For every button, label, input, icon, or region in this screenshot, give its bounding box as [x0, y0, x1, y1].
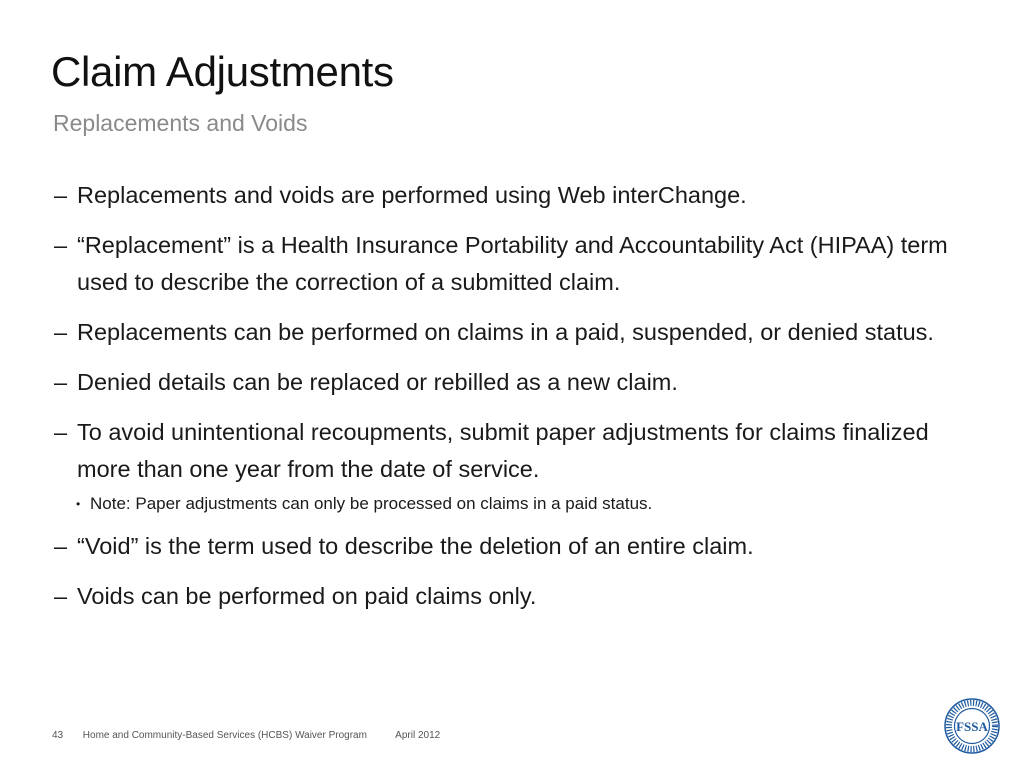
sub-bullet-text: Note: Paper adjustments can only be processed on claims in a paid status.	[90, 494, 653, 513]
dash-marker: –	[54, 419, 68, 445]
page-number: 43	[52, 730, 64, 741]
seal-initials: FSSA	[956, 719, 988, 734]
slide-body	[54, 177, 974, 628]
dash-marker: –	[54, 319, 68, 345]
footer-program: Home and Community-Based Services (HCBS) Waiver Program	[82, 730, 367, 741]
bullet-item	[54, 528, 974, 565]
fssa-seal-icon	[944, 698, 1000, 754]
bullet-text: “Void” is the term used to describe the deletion of an entire claim.	[77, 533, 754, 559]
footer-date: April 2012	[395, 730, 441, 741]
bullet-item	[54, 227, 974, 301]
dash-marker: –	[54, 583, 68, 609]
bullet-marker: •	[76, 497, 81, 511]
sub-bullet-item	[54, 492, 974, 516]
slide-subtitle: Replacements and Voids	[53, 110, 308, 136]
bullet-text: Replacements can be performed on claims in a paid, suspended, or denied status.	[77, 319, 934, 345]
bullet-item	[54, 414, 974, 488]
bullet-text: Replacements and voids are performed using Web interChange.	[77, 182, 747, 208]
dash-marker: –	[54, 369, 68, 395]
dash-marker: –	[54, 232, 68, 258]
dash-marker: –	[54, 533, 68, 559]
bullet-item	[54, 578, 974, 615]
slide-title: Claim Adjustments	[51, 48, 394, 95]
bullet-text: Denied details can be replaced or rebilled as a new claim.	[77, 369, 678, 395]
bullet-item	[54, 314, 974, 351]
slide-footer	[52, 730, 440, 742]
seal-graphic	[944, 698, 1000, 754]
bullet-text: “Replacement” is a Health Insurance Portability and Accountability Act (HIPAA) term used to describe the correction of a submitted claim.	[77, 232, 948, 295]
dash-marker: –	[54, 182, 68, 208]
bullet-text: To avoid unintentional recoupments, submit paper adjustments for claims finalized more than one year from the date of service.	[77, 419, 929, 482]
bullet-item	[54, 177, 974, 214]
bullet-text: Voids can be performed on paid claims only.	[77, 583, 537, 609]
bullet-item	[54, 364, 974, 401]
